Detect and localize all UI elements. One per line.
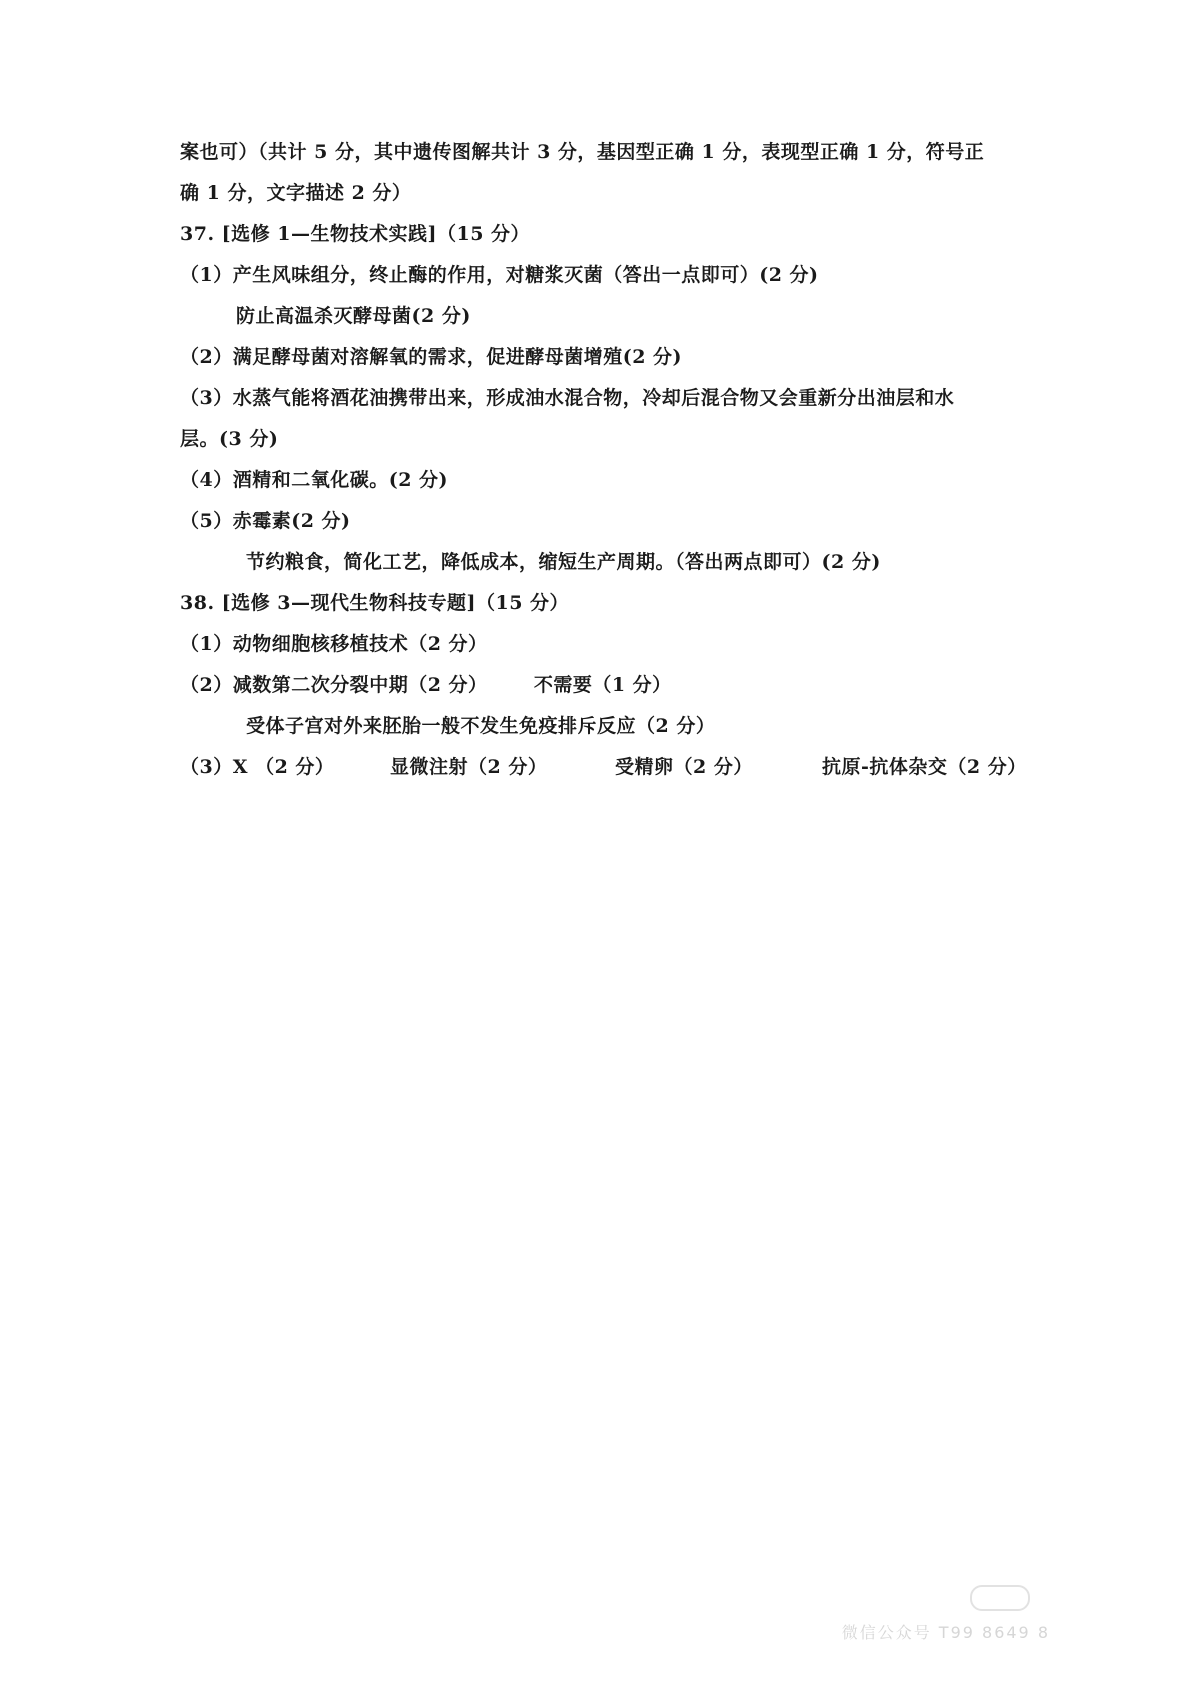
watermark-logo-icon — [970, 1585, 1030, 1611]
answer-38-2-row — [180, 673, 672, 697]
answer-37-3: （3）水蒸气能将酒花油携带出来，形成油水混合物，冷却后混合物又会重新分出油层和水 — [180, 387, 955, 409]
answer-38-3-d: 抗原-抗体杂交（2 分） — [822, 756, 1027, 778]
answer-38-2-a: （2）减数第二次分裂中期（2 分） — [180, 674, 488, 696]
answer-37-4: （4）酒精和二氧化碳。(2 分) — [180, 469, 449, 491]
answer-38-3-a: （3）X （2 分） — [180, 756, 335, 778]
text-line: 确 1 分，文字描述 2 分） — [180, 182, 412, 204]
answer-38-3-c: 受精卵（2 分） — [615, 756, 753, 778]
answer-37-5: （5）赤霉素(2 分) — [180, 510, 351, 532]
answer-37-1-note: 防止高温杀灭酵母菌(2 分) — [236, 305, 471, 327]
answer-38-1: （1）动物细胞核移植技术（2 分） — [180, 633, 488, 655]
answer-38-2-b: 不需要（1 分） — [533, 674, 672, 696]
question-38-heading: 38. [选修 3—现代生物科技专题]（15 分） — [180, 592, 570, 614]
text-line: 案也可）（共计 5 分，其中遗传图解共计 3 分，基因型正确 1 分，表现型正确 1 分，符号正 — [180, 141, 985, 163]
answer-38-3-b: 显微注射（2 分） — [390, 756, 548, 778]
answer-37-2: （2）满足酵母菌对溶解氧的需求，促进酵母菌增殖(2 分) — [180, 346, 683, 368]
answer-37-1: （1）产生风味组分，终止酶的作用，对糖浆灭菌（答出一点即可）(2 分) — [180, 264, 819, 286]
answer-37-5-note: 节约粮食，简化工艺，降低成本，缩短生产周期。（答出两点即可）(2 分) — [246, 551, 881, 573]
answer-37-3-cont: 层。(3 分) — [180, 428, 279, 450]
question-37-heading: 37. [选修 1—生物技术实践]（15 分） — [180, 223, 531, 245]
answer-38-2-note: 受体子宫对外来胚胎一般不发生免疫排斥反应（2 分） — [246, 715, 716, 737]
watermark: 微信公众号 T99 8649 8 — [841, 1623, 1050, 1642]
